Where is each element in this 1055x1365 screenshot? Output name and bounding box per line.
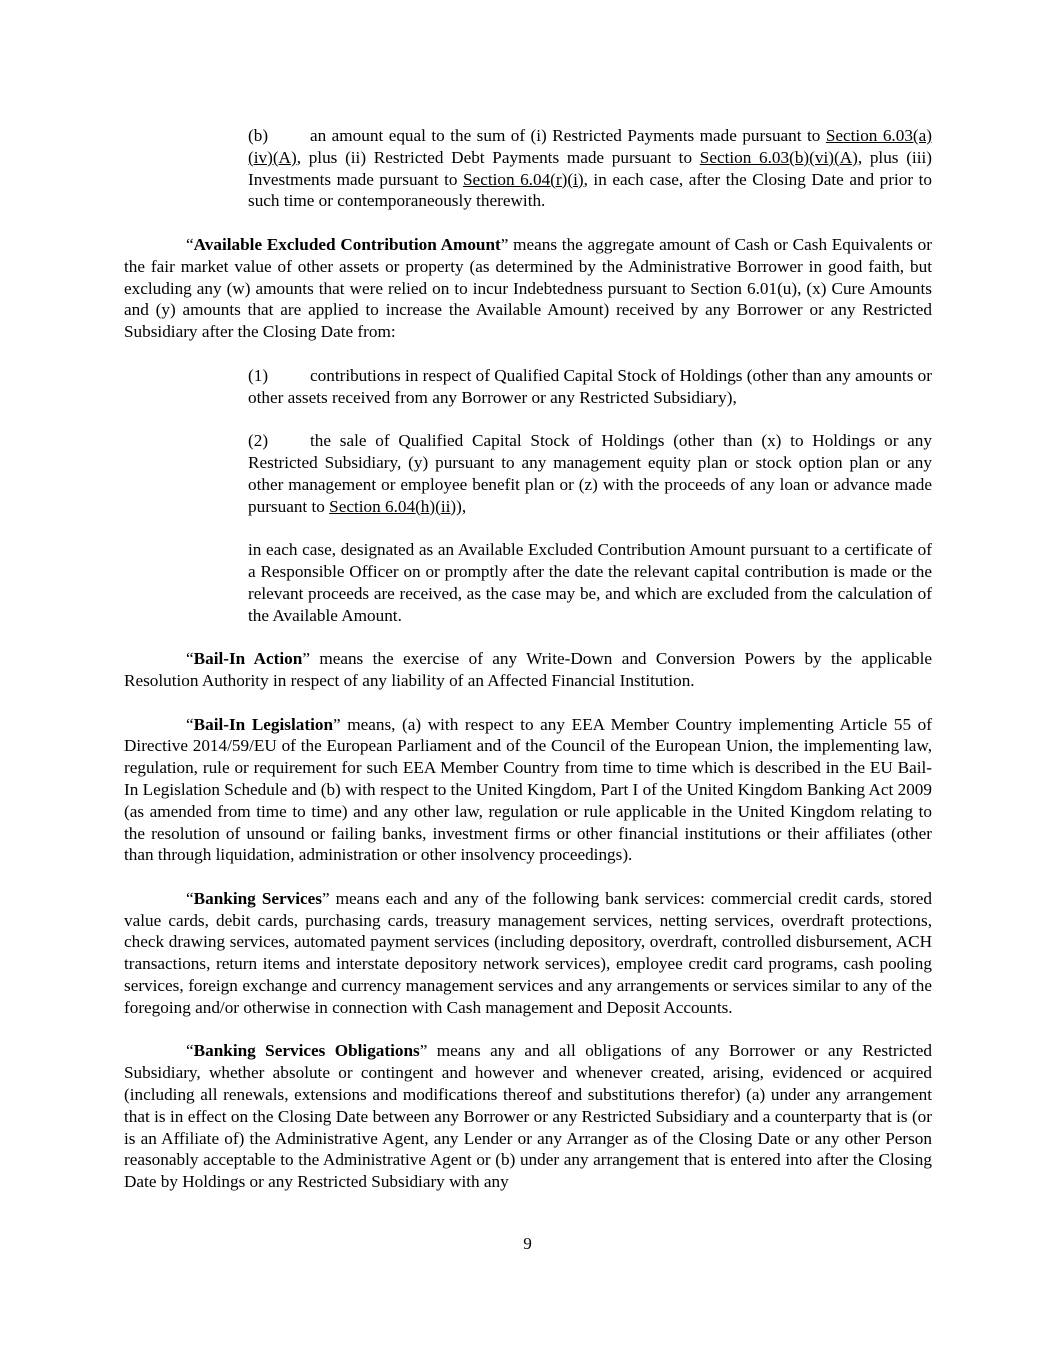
defined-term: Available Excluded Contribution Amount (193, 234, 501, 254)
defined-term: Bail-In Action (193, 649, 303, 669)
clause-b-text-2: , plus (ii) Restricted Debt Payments made pursuant to (296, 147, 700, 167)
section-reference-link[interactable]: Section 6.03(b)(vi)(A) (699, 147, 858, 167)
defined-term: Banking Services Obligations (193, 1041, 420, 1061)
clause-b-text-3: , plus (iii) Investments made pursuant to (248, 147, 932, 189)
subclause-text: the sale of Qualified Capital Stock of Holdings (other than (x) to Holdings or any Restricted Subsidiary, (y) pursuant to any management equity plan or stock option plan or any other management or employee benefit plan or (z) with the proceeds of any loan or advance made pursuant to (248, 431, 932, 516)
definition-text: ” means any and all obligations of any Borrower or any Restricted Subsidiary, whether absolute or contingent and however and whenever created, arising, evidenced or acquired (including all renewals, extensions and modifications thereof and substitutions therefor) (a) under any arrangement that is in effect on the Closing Date between any Borrower or any Restricted Subsidiary and a counterparty that is (or is an Affiliate of) the Administrative Agent, any Lender or any Arranger as of the Closing Date or any other Person reasonably acceptable to the Administrative Agent or (b) under any arrangement that is entered into after the Closing Date by Holdings or any Restricted Subsidiary with any (124, 1041, 932, 1192)
clause-b-text-1: an amount equal to the sum of (i) Restricted Payments made pursuant to (310, 126, 826, 145)
open-quote: “ (186, 888, 194, 908)
subclause-number: (2) (248, 431, 269, 451)
section-reference-link[interactable]: Section 6.04(h)(ii) (329, 496, 457, 516)
page-number: 9 (523, 1234, 532, 1253)
document-page (124, 125, 932, 1193)
definition-text: ” means the exercise of any Write-Down and Conversion Powers by the applicable Resolution Authority in respect of any liability of an Affected Financial Institution. (124, 649, 932, 690)
clause-b-number: (b) (248, 126, 269, 145)
subclause-number: (1) (248, 365, 269, 385)
definition-text: ” means, (a) with respect to any EEA Member Country implementing Article 55 of Directive 2014/59/EU of the European Parliament and of the Council of the European Union, the implementing law, regulation, rule or requirement for such EEA Member Country from time to time which is described in the EU Bail-In Legislation Schedule and (b) with respect to the United Kingdom, Part I of the United Kingdom Banking Act 2009 (as amended from time to time) and any other law, regulation or rule applicable in the United Kingdom relating to the resolution of unsound or failing banks, investment firms or other financial institutions or their affiliates (other than through liquidation, administration or other insolvency proceedings). (124, 714, 932, 865)
open-quote: “ (186, 234, 194, 254)
open-quote: “ (186, 1041, 194, 1061)
definition-text: ” means each and any of the following bank services: commercial credit cards, stored value cards, debit cards, purchasing cards, treasury management services, netting services, overdraft protections, check drawing services, automated payment services (including depository, overdraft, controlled disbursement, ACH transactions, return items and interstate depository network services), employee credit card programs, cash pooling services, foreign exchange and currency management services and any arrangements or services similar to any of the foregoing and/or otherwise in connection with Cash management and Deposit Accounts. (124, 888, 933, 1017)
defined-term: Banking Services (193, 888, 322, 908)
definition-text: ” means the aggregate amount of Cash or Cash Equivalents or the fair market value of other assets or property (as determined by the Administrative Borrower in good faith, but excluding any (w) amounts that were relied on to incur Indebtedness pursuant to Section 6.01(u), (x) Cure Amounts and (y) amounts that are applied to increase the Available Amount) received by any Borrower or any Restricted Subsidiary after the Closing Date from: (124, 234, 932, 342)
defined-term: Bail-In Legislation (193, 714, 333, 734)
subclause-text: contributions in respect of Qualified Capital Stock of Holdings (other than any amounts or other assets received from any Borrower or any Restricted Subsidiary), (248, 365, 932, 407)
open-quote: “ (186, 714, 194, 734)
definition-bail-in-action (124, 648, 932, 692)
section-reference-link[interactable]: Section 6.03(a)(iv)(A) (248, 126, 932, 167)
definition-banking-services-obligations (124, 1040, 932, 1193)
definition-available-excluded-contribution-amount (124, 234, 932, 343)
definition-bail-in-legislation (124, 714, 932, 867)
clause-b-text-4: , in each case, after the Closing Date and prior to such time or contemporaneously therewith. (248, 169, 932, 211)
section-reference-link[interactable]: Section 6.04(r)(i) (463, 169, 584, 189)
subclause-1 (248, 365, 932, 409)
definition-banking-services (124, 888, 932, 1019)
in-each-case-paragraph: in each case, designated as an Available Excluded Contribution Amount pursuant to a certificate of a Responsible Officer on or promptly after the date the relevant capital contribution is made or the relevant proceeds are received, as the case may be, and which are excluded from the calculation of the Available Amount. (248, 540, 932, 625)
clause-b (248, 125, 932, 212)
subclause-2 (248, 430, 932, 517)
open-quote: “ (186, 649, 194, 669)
subclause-tail: ), (456, 496, 467, 516)
